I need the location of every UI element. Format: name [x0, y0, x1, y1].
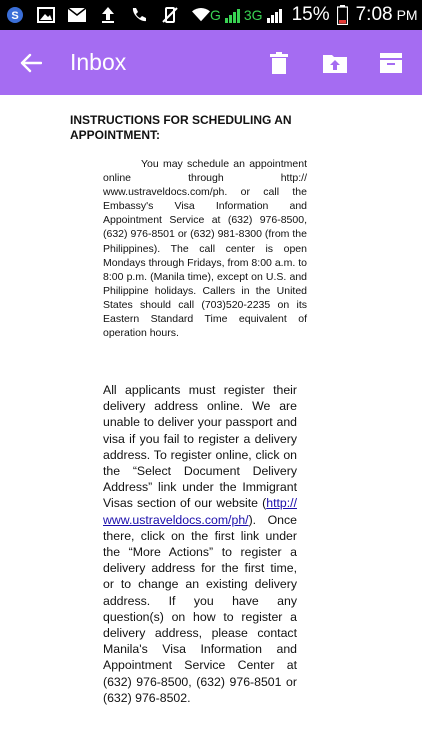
document-heading: INSTRUCTIONS FOR SCHEDULING AN APPOINTMENT:	[70, 113, 292, 142]
paragraph-2-text-after-link: ). Once there, click on the first link under the “More Actions” to register a delivery address for the first time, or to change an existing delivery address. If you have any question(s) on how to register a delivery address, please contact Manila's Visa Information and Appointment Service Center at (632) 976-8500, (632) 976-8501 or (632) 976-8502.	[103, 512, 297, 705]
paragraph-1-text: You may schedule an appointment online through http:// www.ustraveldocs.com/ph. or call the Embassy's Visa Information and Appointment Service at (632) 976-8500, (632) 976-8501 or (632) 981-8300 (from the Philippines). The call center is open Mondays through Fridays, from 8:00 a.m. to 8:00 p.m. (Manila time), except on U.S. and Philippine holidays. Callers in the United States should call (703)520-2235 on its Eastern Standard Time equivalent of operation hours.	[103, 158, 307, 340]
notification-icons	[6, 6, 210, 24]
document-paragraph-1	[103, 157, 307, 340]
svg-text:S: S	[11, 10, 19, 22]
network-letter: G	[210, 7, 221, 23]
toolbar-actions	[266, 50, 404, 76]
status-bar	[0, 0, 422, 30]
page-title: Inbox	[70, 49, 127, 75]
battery-percent: 15%	[291, 4, 330, 25]
clock: 7:08	[355, 4, 393, 25]
network-type: 3G	[243, 7, 263, 23]
upload-icon	[99, 6, 117, 24]
app-bar	[0, 30, 422, 95]
battery-icon	[334, 6, 352, 24]
vibrate-mute-icon	[161, 6, 179, 24]
archive-icon[interactable]	[378, 50, 404, 76]
call-icon	[130, 6, 148, 24]
back-arrow-icon[interactable]	[18, 50, 44, 76]
delete-icon[interactable]	[266, 50, 292, 76]
website-link[interactable]: http:// www.ustraveldocs.com/ph/	[103, 496, 297, 527]
image-icon	[37, 6, 55, 24]
paragraph-2-text-before-link: All applicants must register their delivery address online. We are unable to deliver your passport and visa if you fail to register a delivery address. To register online, click on the “Select Document Delivery Address” link under the Immigrant Visas section of our website (	[103, 383, 297, 511]
clock-suffix: PM	[396, 7, 418, 23]
signal-strength-icon	[225, 7, 240, 23]
move-to-folder-icon[interactable]	[322, 50, 348, 76]
signal-strength-icon-2	[267, 7, 282, 23]
app-s-icon	[6, 6, 24, 24]
document-paragraph-2	[103, 382, 297, 706]
wifi-icon	[192, 6, 210, 24]
email-icon	[68, 6, 86, 24]
